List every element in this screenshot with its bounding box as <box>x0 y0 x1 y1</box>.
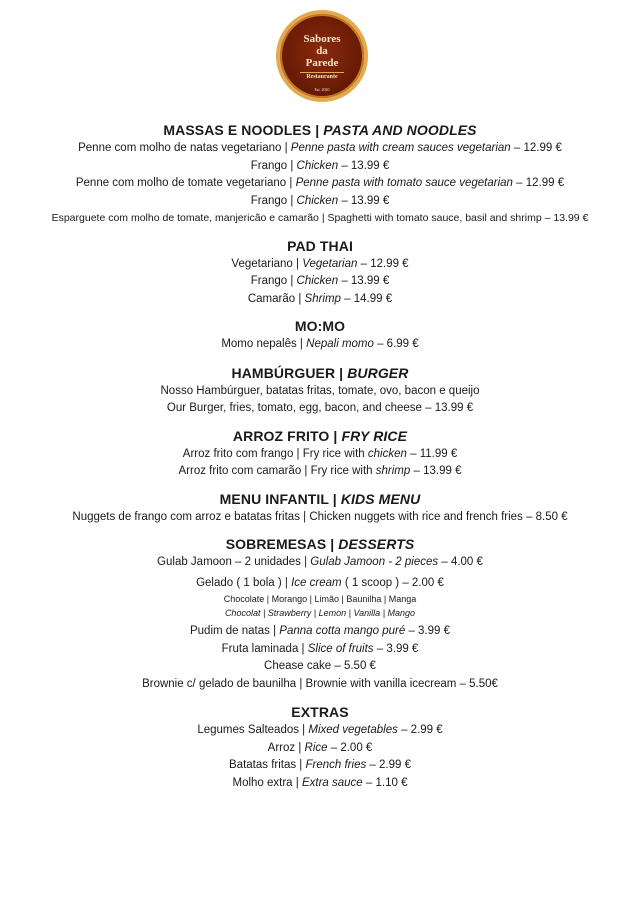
item-price: – 3.99 € <box>376 642 419 655</box>
section-desserts <box>0 534 640 693</box>
menu-item <box>0 193 640 211</box>
menu-item <box>0 463 640 481</box>
item-pt: Vegetariano | <box>231 257 299 270</box>
menu-item <box>0 641 640 659</box>
restaurant-logo <box>280 14 364 98</box>
section-pad-thai <box>0 236 640 309</box>
item-en: Shrimp <box>304 292 341 305</box>
logo-line-2: da <box>316 45 328 57</box>
item-price: – 2.00 € <box>402 576 444 589</box>
item-price: – 14.99 € <box>344 292 393 305</box>
item-pt: Momo nepalês | <box>221 338 303 350</box>
item-pt: Frango | <box>250 159 294 172</box>
item-pt: Frango | <box>250 275 294 287</box>
title-en: FRY RICE <box>341 427 408 444</box>
item-en: Nepali momo <box>306 338 374 350</box>
item-pt: Pudim de natas | <box>189 625 277 637</box>
item-en: Mixed vegetables <box>308 724 398 736</box>
logo-since: Est. 2020 <box>314 87 330 92</box>
title-en: PASTA AND NOODLES <box>323 122 477 138</box>
title-en: BURGER <box>347 364 409 381</box>
menu-item <box>0 554 640 572</box>
logo-line-1: Sabores <box>303 33 341 45</box>
item-price: – 2.99 € <box>369 759 411 771</box>
item-price: – 13.99 € <box>544 212 589 224</box>
item-pt: Gelado ( 1 bola ) | <box>196 576 288 589</box>
item-pt: Legumes Salteados | <box>197 724 306 736</box>
item-price: – 13.99 € <box>413 465 462 477</box>
menu-item <box>0 256 640 274</box>
item-en: Chicken <box>296 275 339 287</box>
flavours-en-text: Chocolat | Strawberry | Lemon | Vanilla | Mango <box>224 608 416 618</box>
menu-item <box>0 273 640 291</box>
item-price: – 2.00 € <box>330 741 373 754</box>
item-price: – 11.99 € <box>410 447 458 460</box>
section-title-kids <box>0 489 640 509</box>
section-title-burger <box>0 363 640 383</box>
item-price: – 12.99 € <box>513 142 562 154</box>
item-en: Chicken <box>296 159 339 172</box>
item-pt: Batatas fritas | <box>229 759 303 771</box>
item-en: Penne pasta with cream sauces vegetarian <box>290 142 511 154</box>
item-price: – 1.10 € <box>365 776 408 789</box>
item-pt: Camarão | <box>247 292 302 305</box>
item-price: – 3.99 € <box>408 625 451 637</box>
section-fried-rice <box>0 426 640 481</box>
menu-content <box>0 120 640 792</box>
item-price: – 12.99 € <box>516 177 565 189</box>
item-pt: Fruta laminada | <box>221 642 305 655</box>
section-title-massas <box>0 120 640 140</box>
section-title-desserts <box>0 534 640 554</box>
menu-item <box>0 175 640 193</box>
item-en: Panna cotta mango puré <box>279 625 406 637</box>
flavours-en <box>0 606 640 620</box>
item-en: Gulab Jamoon - 2 pieces <box>310 556 439 568</box>
item-price: – 12.99 € <box>360 257 409 270</box>
item-en: shrimp <box>375 465 411 477</box>
menu-item: Chease cake – 5.50 € <box>264 660 376 672</box>
menu-item: Nuggets de frango com arroz e batatas fritas | Chicken nuggets with rice and french fries – 8.50 € <box>72 510 568 523</box>
menu-item <box>0 740 640 758</box>
menu-item <box>0 210 640 228</box>
section-kids-menu <box>0 489 640 527</box>
menu-item <box>0 757 640 775</box>
item-pt: Penne com molho de natas vegetariano | <box>78 142 288 154</box>
menu-item-desc-en: Our Burger, fries, tomato, egg, bacon, and cheese – 13.99 € <box>166 402 474 414</box>
item-price: – 4.00 € <box>441 556 483 568</box>
item-pt: Molho extra | <box>232 776 299 789</box>
item-price: – 13.99 € <box>341 275 390 287</box>
logo-subtitle: Restaurante <box>300 72 344 81</box>
section-burger <box>0 363 640 418</box>
flavours-pt: Chocolate | Morango | Limão | Baunilha | Manga <box>223 594 417 604</box>
item-en: Rice <box>304 741 328 754</box>
section-extras <box>0 702 640 792</box>
item-pt: Gulab Jamoon – 2 unidades | <box>157 556 308 568</box>
menu-item <box>0 158 640 176</box>
item-en: Ice cream <box>291 576 342 589</box>
item-pt: Arroz | <box>267 741 302 754</box>
item-en: French fries <box>305 759 367 771</box>
section-title-momo: MO:MO <box>294 318 346 334</box>
menu-item-desc-pt: Nosso Hambúrguer, batatas fritas, tomate, ovo, bacon e queijo <box>160 384 480 397</box>
section-title-pad-thai: PAD THAI <box>287 237 353 254</box>
menu-item <box>0 336 640 354</box>
item-pt: Penne com molho de tomate vegetariano | <box>75 177 293 189</box>
item-price: – 6.99 € <box>377 338 419 350</box>
item-en: Penne pasta with tomato sauce vegetarian <box>295 177 513 189</box>
section-massas <box>0 120 640 228</box>
title-pt: MASSAS E NOODLES | <box>163 122 320 138</box>
menu-item <box>0 575 640 593</box>
logo-line-3: Parede <box>305 57 339 69</box>
menu-item <box>0 623 640 641</box>
item-en: chicken <box>367 447 407 460</box>
title-pt: MENU INFANTIL | <box>219 490 337 507</box>
item-price: – 13.99 € <box>341 159 390 172</box>
title-en: DESSERTS <box>338 536 415 552</box>
item-en: Extra sauce <box>301 776 363 789</box>
menu-item <box>0 291 640 309</box>
item-pt: Esparguete com molho de tomate, manjericão e camarão | Spaghetti with tomato sauce, basil and shrimp <box>51 212 542 224</box>
item-pt: Arroz frito com camarão | Fry rice with <box>178 465 373 477</box>
item-en: Slice of fruits <box>307 642 374 655</box>
title-pt: HAMBÚRGUER | <box>231 364 344 381</box>
title-pt: ARROZ FRITO | <box>232 427 338 444</box>
item-extra: ( 1 scoop ) <box>344 576 400 589</box>
title-en: KIDS MENU <box>340 490 421 507</box>
item-price: – 2.99 € <box>401 724 443 736</box>
item-price: – 13.99 € <box>341 194 390 207</box>
menu-item: Brownie c/ gelado de baunilha | Brownie with vanilla icecream – 5.50€ <box>142 677 498 690</box>
menu-item <box>0 775 640 793</box>
menu-item <box>0 722 640 740</box>
section-momo <box>0 316 640 354</box>
section-title-fried-rice <box>0 426 640 446</box>
menu-item <box>0 446 640 464</box>
item-en: Chicken <box>296 194 339 207</box>
title-pt: SOBREMESAS | <box>225 536 335 552</box>
menu-item <box>0 140 640 158</box>
item-en: Vegetarian <box>302 257 358 270</box>
section-title-extras: EXTRAS <box>291 704 349 720</box>
item-pt: Arroz frito com frango | Fry rice with <box>182 447 365 460</box>
item-pt: Frango | <box>250 194 294 207</box>
